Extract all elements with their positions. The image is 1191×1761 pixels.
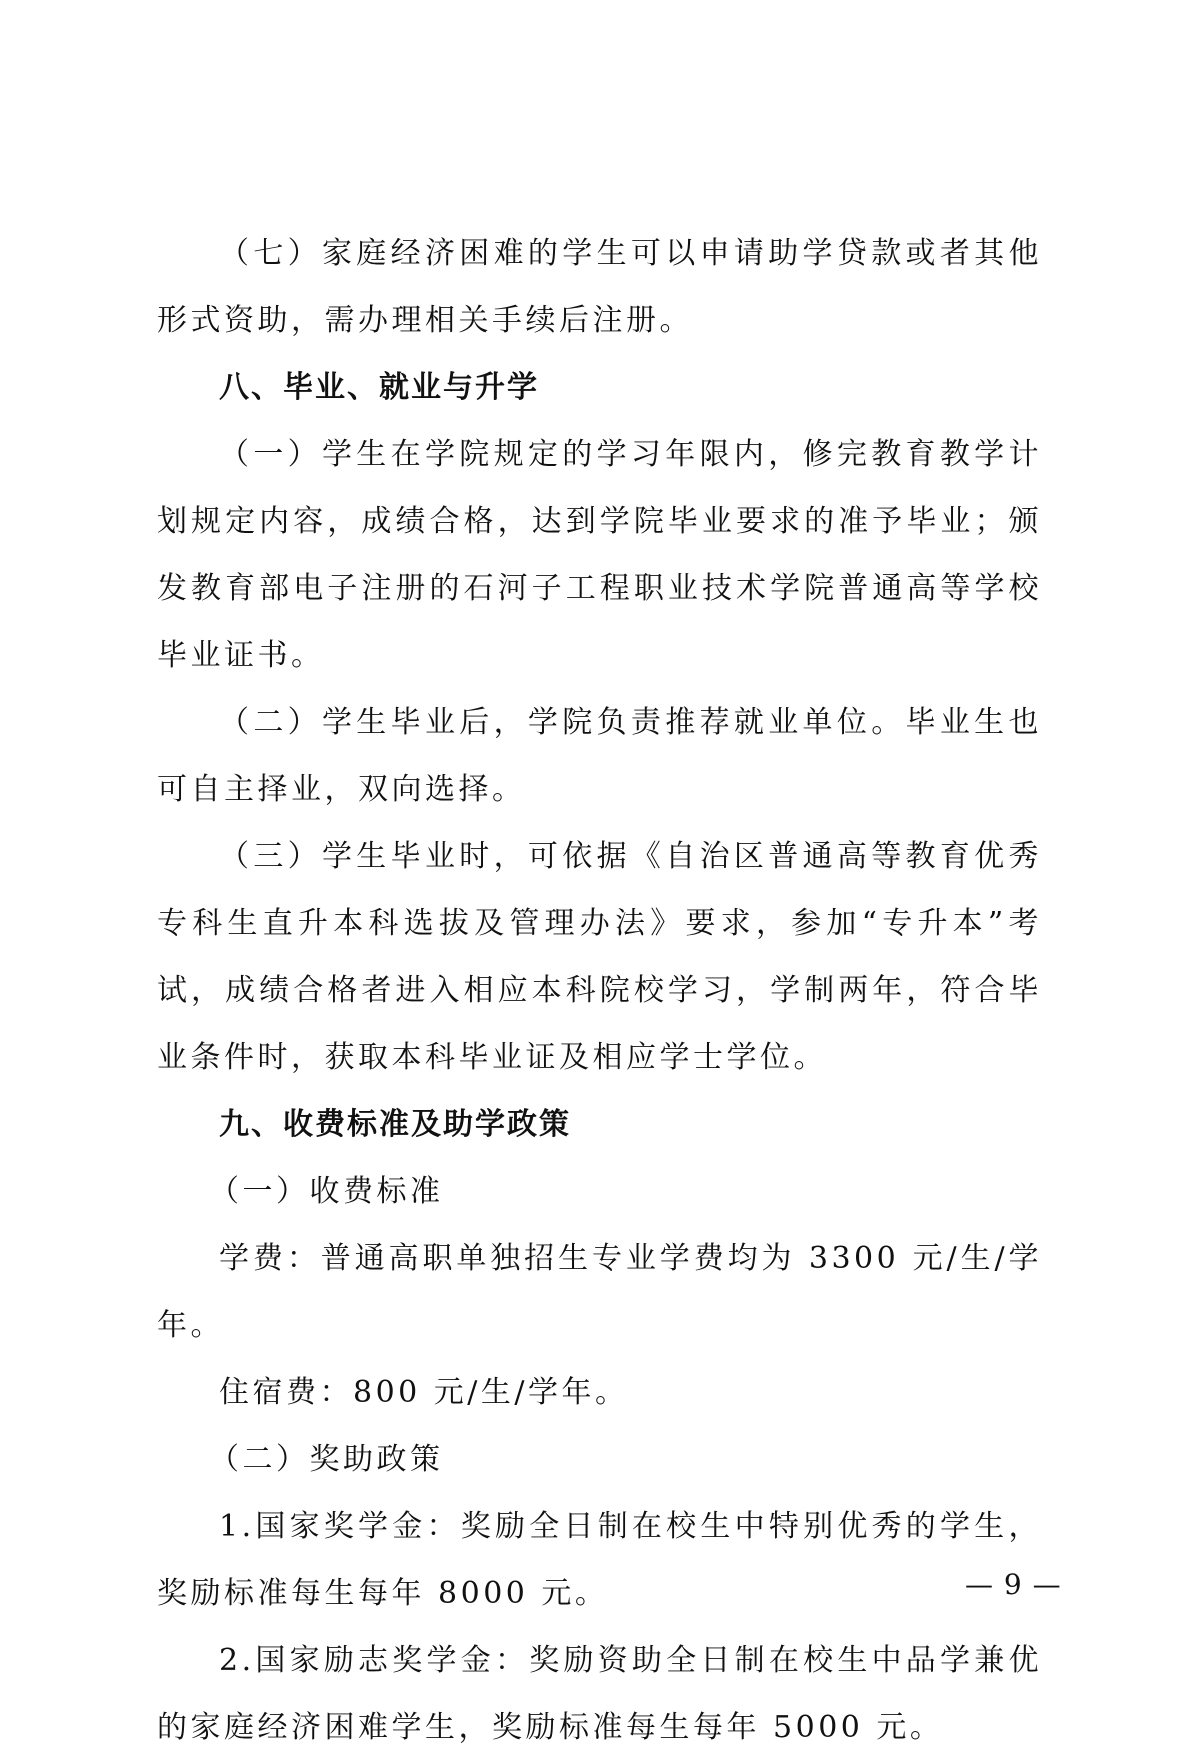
paragraph-graduation-requirements: （一）学生在学院规定的学习年限内，修完教育教学计划规定内容，成绩合格，达到学院毕业要求的准予毕业；颁发教育部电子注册的石河子工程职业技术学院普通高等学校毕业证书。 xyxy=(157,437,1042,673)
subheading-award-policy: （二）奖助政策 xyxy=(209,1442,444,1477)
page-body xyxy=(157,220,1042,1761)
paragraph-upgrade-exam: （三）学生毕业时，可依据《自治区普通高等教育优秀专科生直升本科选拔及管理办法》要求，参加“专升本”考试，成绩合格者进入相应本科院校学习，学制两年，符合毕业条件时，获取本科毕业证及相应学士学位。 xyxy=(157,839,1042,1075)
section-heading-graduation: 八、毕业、就业与升学 xyxy=(219,370,539,405)
paragraph-dorm-fee: 住宿费：800 元/生/学年。 xyxy=(219,1375,629,1410)
paragraph-employment: （二）学生毕业后，学院负责推荐就业单位。毕业生也可自主择业，双向选择。 xyxy=(157,705,1042,807)
page-number: — 9 — xyxy=(965,1568,1062,1601)
paragraph-financial-aid: （七）家庭经济困难的学生可以申请助学贷款或者其他形式资助，需办理相关手续后注册。 xyxy=(157,236,1042,338)
subheading-fee-standard: （一）收费标准 xyxy=(209,1174,444,1209)
paragraph-national-encouragement-scholarship: 2.国家励志奖学金：奖励资助全日制在校生中品学兼优的家庭经济困难学生，奖励标准每生每年 5000 元。 xyxy=(157,1643,1042,1745)
section-heading-fees-aid: 九、收费标准及助学政策 xyxy=(219,1107,571,1142)
paragraph-national-scholarship: 1.国家奖学金：奖励全日制在校生中特别优秀的学生，奖励标准每生每年 8000 元。 xyxy=(157,1509,1042,1611)
paragraph-tuition-fee: 学费：普通高职单独招生专业学费均为 3300 元/生/学年。 xyxy=(157,1241,1042,1343)
